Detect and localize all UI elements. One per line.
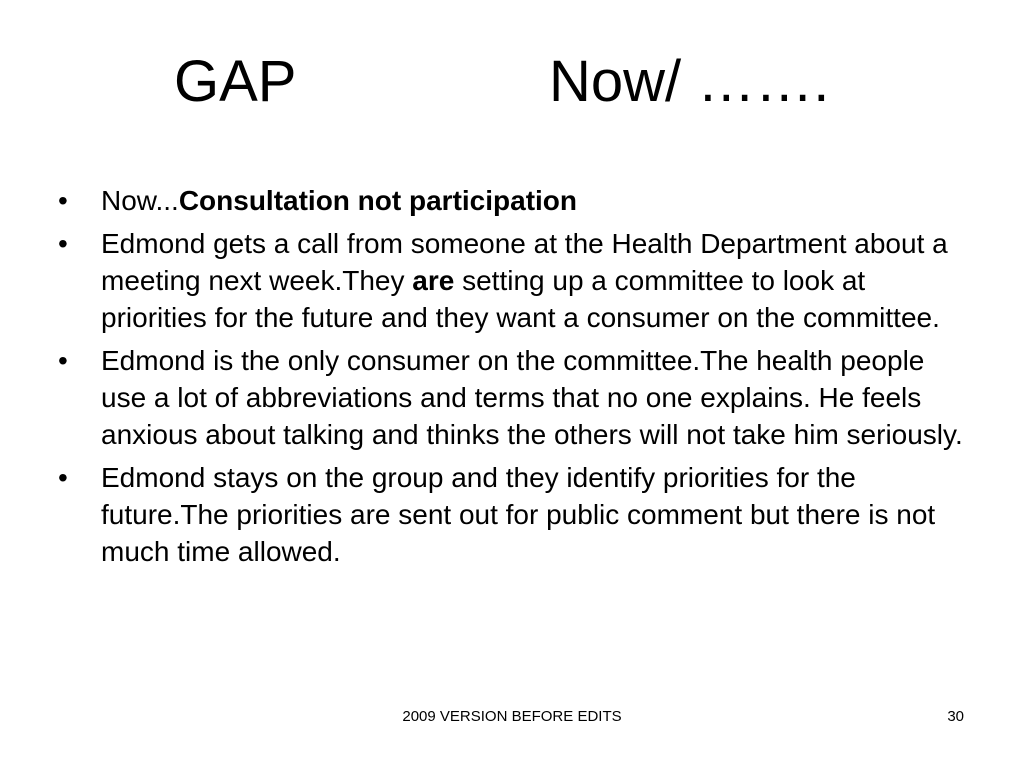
bullet-1-prefix: Now... [101,185,179,216]
footer-text: 2009 VERSION BEFORE EDITS [402,708,622,725]
title-now: Now/ ……. [549,49,830,114]
bullet-item-1 [58,182,968,219]
slide-footer [0,706,1024,728]
bullet-2-text-before: Edmond gets a call from someone at the Health Department about a meeting next week.They [101,228,948,296]
bullet-2-bold: are [412,265,455,296]
bullet-item-3 [58,342,968,453]
bullet-icon: • [58,228,68,259]
bullet-4-text: Edmond stays on the group and they identify priorities for the future.The priorities are sent out for public comment but there is not much time allowed. [101,462,936,567]
bullet-3-text: Edmond is the only consumer on the committee.The health people use a lot of abbreviations and terms that no one explains. He feels anxious about talking and thinks the others will not take him seriously. [101,345,963,450]
bullet-icon: • [58,185,68,216]
bullet-icon: • [58,345,68,376]
bullet-list [58,182,968,576]
bullet-item-4 [58,459,968,570]
title-gap: GAP [174,49,297,114]
page-number: 30 [947,708,964,725]
slide-title [0,46,1024,126]
bullet-1-bold: Consultation not participation [178,185,578,216]
bullet-icon: • [58,462,68,493]
bullet-2-text-after: setting up a committee to look at priorities for the future and they want a consumer on the committee. [101,265,940,333]
bullet-item-2 [58,225,968,336]
